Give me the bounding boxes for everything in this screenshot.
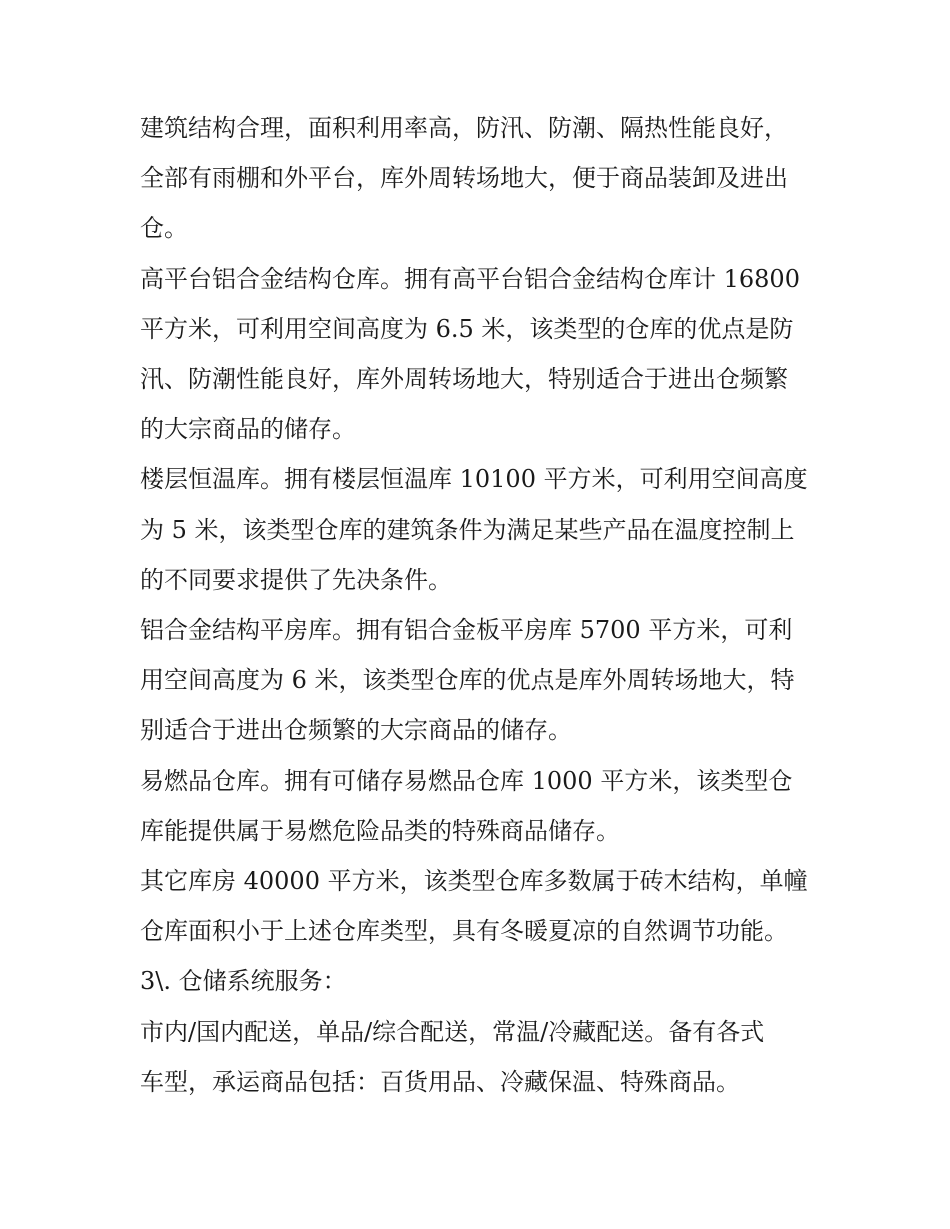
section-heading-storage-services: [140, 956, 820, 1006]
text-line: 高平台铝合金结构仓库。拥有高平台铝合金结构仓库计 16800: [140, 264, 800, 293]
text-line: 建筑结构合理，面积利用率高，防汛、防潮、隔热性能良好，: [140, 114, 788, 142]
paragraph-flammable-warehouse: [140, 756, 820, 856]
text-line: 楼层恒温库。拥有楼层恒温库 10100 平方米，可利用空间高度: [140, 465, 808, 494]
document-body: [140, 103, 820, 1107]
text-line: 的不同要求提供了先决条件。: [140, 565, 452, 594]
text-line: 库能提供属于易燃危险品类的特殊商品储存。: [140, 816, 620, 845]
text-line: 的大宗商品的储存。: [140, 415, 356, 444]
text-line: 平方米，可利用空间高度为 6.5 米，该类型的仓库的优点是防: [140, 314, 794, 343]
paragraph-constant-temperature-warehouse: [140, 454, 820, 605]
text-line: 其它库房 40000 平方米，该类型仓库多数属于砖木结构，单幢: [140, 867, 808, 896]
text-line: 全部有雨棚和外平台，库外周转场地大，便于商品装卸及进出: [140, 164, 788, 193]
paragraph-other-warehouses: [140, 856, 820, 956]
text-line: 市内/国内配送，单品/综合配送，常温/冷藏配送。备有各式: [140, 1017, 765, 1046]
text-line: 铝合金结构平房库。拥有铝合金板平房库 5700 平方米，可利: [140, 616, 793, 645]
text-line: 易燃品仓库。拥有可储存易燃品仓库 1000 平方米，该类型仓: [140, 766, 793, 795]
text-line: 仓。: [140, 214, 188, 243]
text-line: 为 5 米，该类型仓库的建筑条件为满足某些产品在温度控制上: [140, 515, 795, 544]
text-line: 用空间高度为 6 米，该类型仓库的优点是库外周转场地大，特: [140, 666, 795, 695]
text-line: 汛、防潮性能良好，库外周转场地大，特别适合于进出仓频繁: [140, 365, 788, 394]
paragraph-building-structure: [140, 103, 820, 254]
text-line: 3\. 仓储系统服务：: [140, 967, 347, 996]
paragraph-high-platform-warehouse: [140, 254, 820, 455]
text-line: 别适合于进出仓频繁的大宗商品的储存。: [140, 716, 572, 745]
paragraph-aluminum-bungalow-warehouse: [140, 605, 820, 756]
text-line: 仓库面积小于上述仓库类型，具有冬暖夏凉的自然调节功能。: [140, 917, 788, 946]
paragraph-distribution-services: [140, 1007, 820, 1107]
text-line: 车型，承运商品包括：百货用品、冷藏保温、特殊商品。: [140, 1067, 740, 1096]
